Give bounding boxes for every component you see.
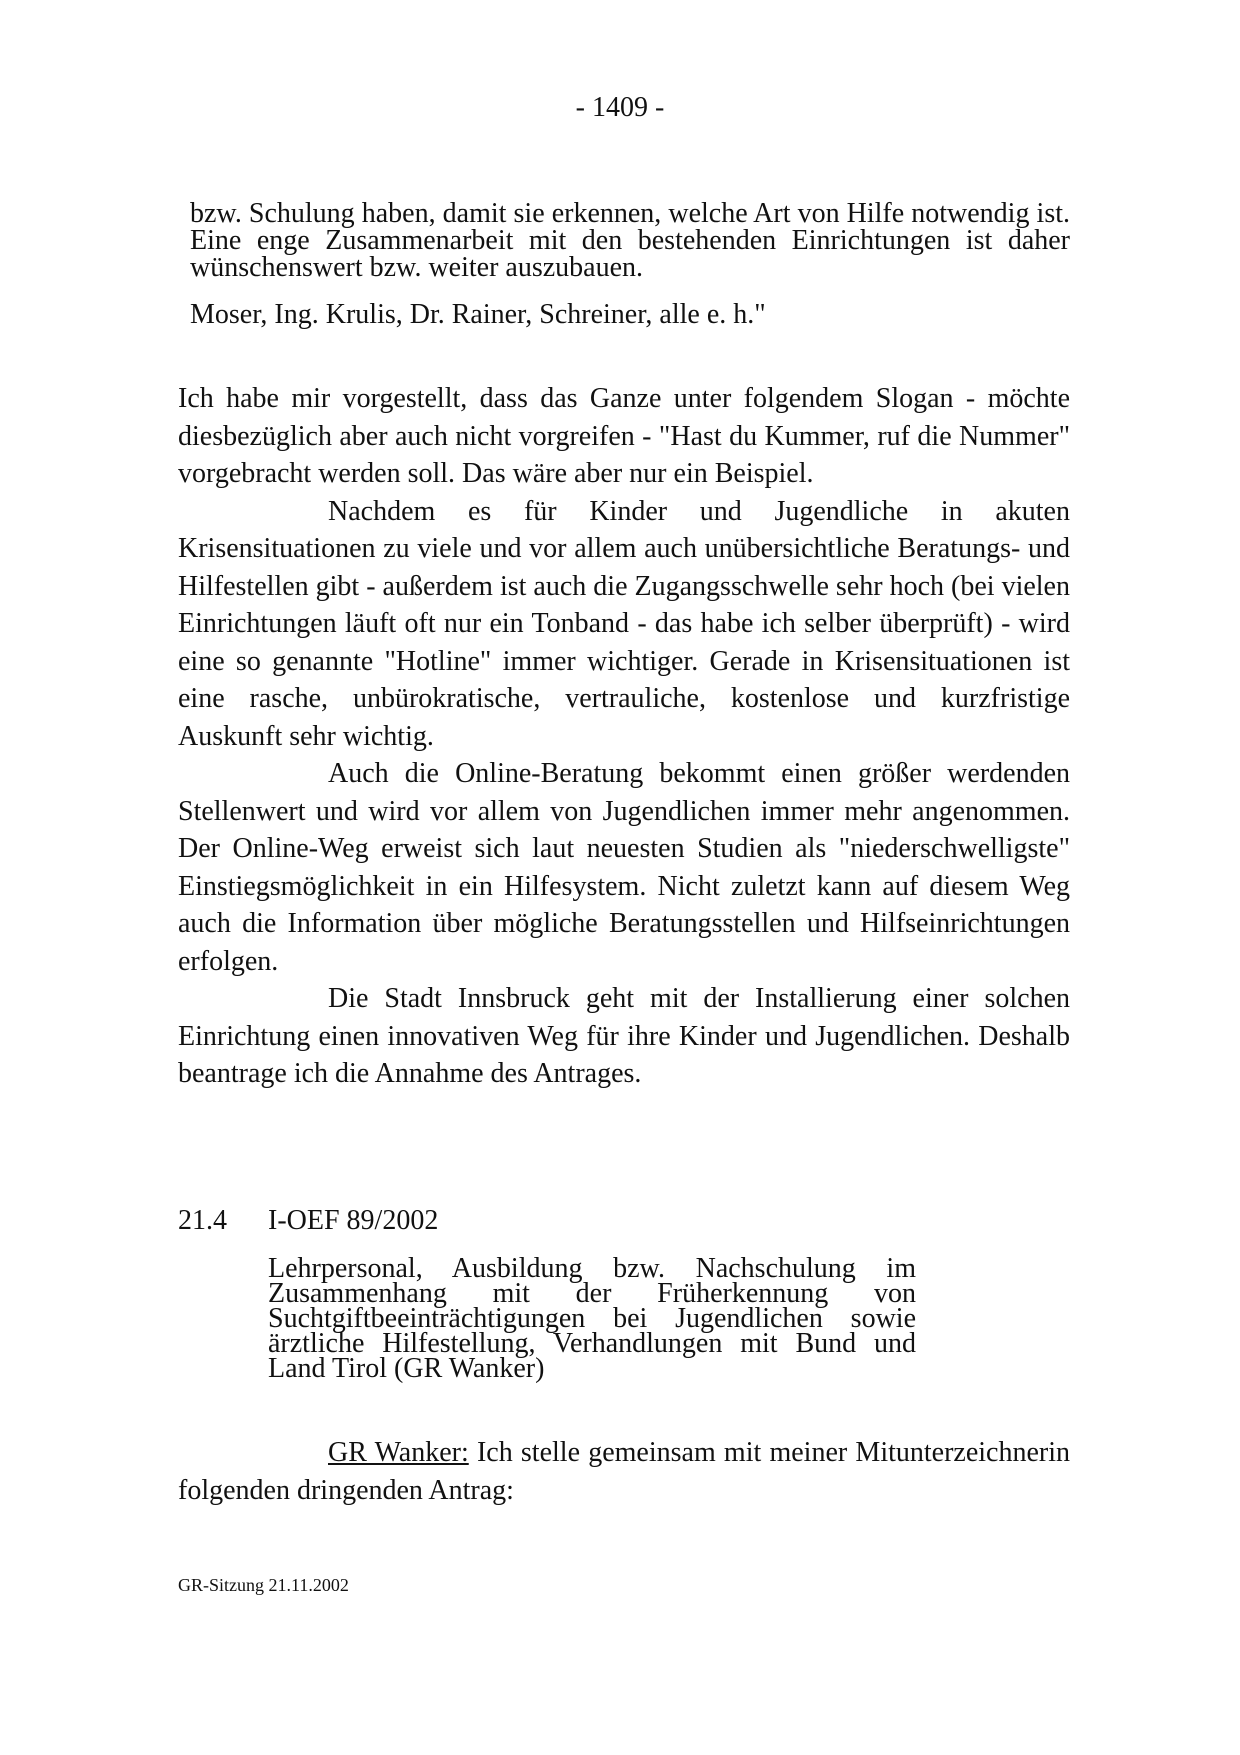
body-paragraph-1: Ich habe mir vorgestellt, dass das Ganze unter folgendem Slogan - möchte diesbezüglich aber auch nicht vorgreifen - "Hast du Kummer, ruf die Nummer" vorgebracht werden soll. Das wäre aber nur ein Beispiel.: [178, 383, 1070, 489]
body-paragraph-3: Auch die Online-Beratung bekommt einen größer werdenden Stellenwert und wird vor allem von Jugendlichen immer mehr angenommen. Der Online-Weg erweist sich laut neuesten Studien als "niederschwelligste" Einstiegsmöglichkeit in ein Hilfesystem. Nicht zuletzt kann auf diesem Weg auch die Information über mögliche Beratungsstellen und Hilfseinrichtungen erfolgen.: [178, 758, 1070, 977]
footer-session-date: GR-Sitzung 21.11.2002: [178, 1575, 349, 1595]
quoted-motion-signers: Moser, Ing. Krulis, Dr. Rainer, Schreiner, alle e. h.": [190, 299, 766, 330]
page-number: - 1409 -: [575, 92, 665, 123]
speech-text: Ich stelle gemeinsam mit meiner Mitunterzeichnerin folgenden dringenden Antrag:: [178, 1437, 1070, 1506]
speech-paragraph: [178, 1434, 1070, 1509]
agenda-item-code: I-OEF 89/2002: [268, 1205, 439, 1236]
body-paragraph-2: Nachdem es für Kinder und Jugendliche in akuten Krisensituationen zu viele und vor allem auch unübersichtliche Beratungs- und Hilfestellen gibt - außerdem ist auch die Zugangsschwelle sehr hoch (bei vielen Einrichtungen läuft oft nur ein Tonband - das habe ich selber überprüft) - wird eine so genannte "Hotline" immer wichtiger. Gerade in Krisensituationen ist eine rasche, unbürokratische, vertrauliche, kostenlose und kurzfristige Auskunft sehr wichtig.: [178, 495, 1070, 752]
speech-line: [178, 1434, 1070, 1509]
body-paragraph-4: Die Stadt Innsbruck geht mit der Installierung einer solchen Einrichtung einen innovativen Weg für ihre Kinder und Jugendlichen. Deshalb beantrage ich die Annahme des Antrages.: [178, 983, 1070, 1089]
agenda-item-subject: Lehrpersonal, Ausbildung bzw. Nachschulung im Zusammenhang mit der Früherkennung von Suchtgiftbeeinträchtigungen bei Jugendlichen sowie ärztliche Hilfestellung, Verhandlungen mit Bund und Land Tirol (GR Wanker): [268, 1253, 916, 1384]
speaker-name: GR Wanker:: [328, 1437, 469, 1468]
agenda-item-number: 21.4: [178, 1205, 227, 1236]
quoted-motion-text: bzw. Schulung haben, damit sie erkennen, welche Art von Hilfe notwendig ist. Eine enge Zusammenarbeit mit den bestehenden Einrichtungen ist daher wünschenswert bzw. weiter auszubauen.: [190, 198, 1070, 283]
main-body: [178, 380, 1070, 1093]
